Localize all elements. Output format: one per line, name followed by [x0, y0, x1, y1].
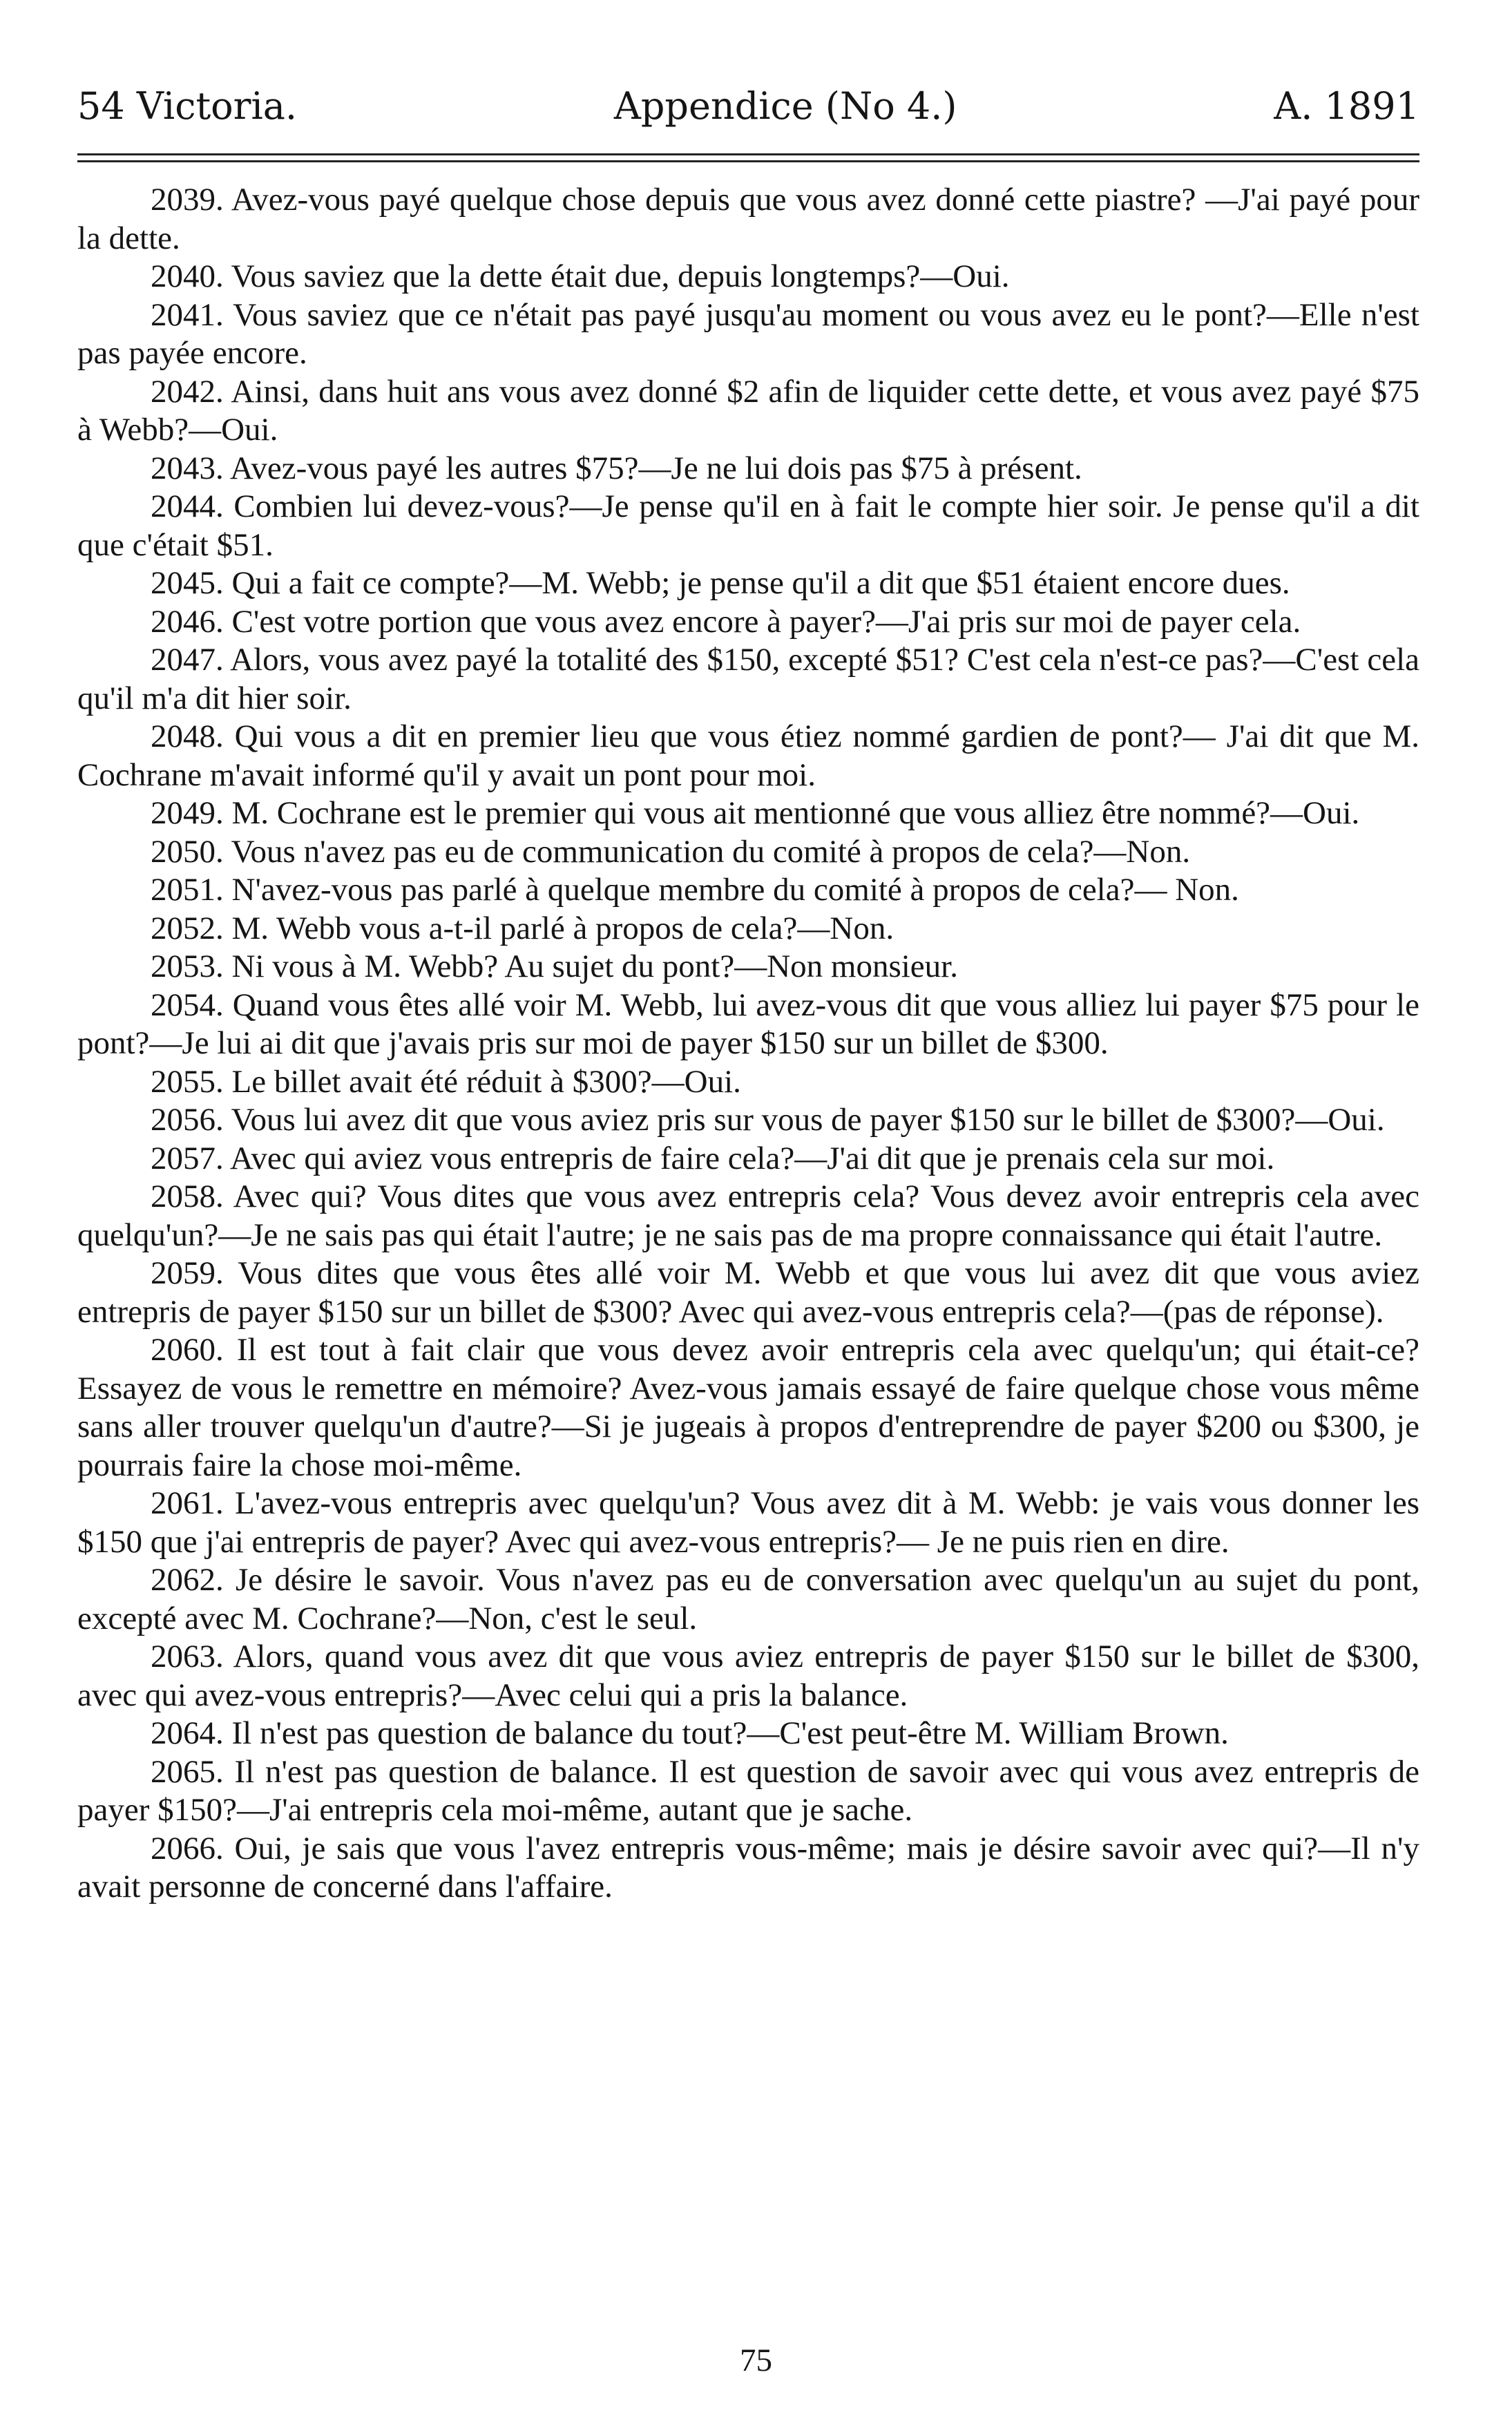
entry-2052: 2052. M. Webb vous a-t-il parlé à propos de cela?—Non.: [151, 910, 894, 946]
entry-2063: 2063. Alors, quand vous avez dit que vous aviez entrepris de payer $150 sur le billet de $300, avec qui avez-vous entrepris?—Avec celui qui a pris la balance.: [77, 1639, 1419, 1713]
entry-2048: 2048. Qui vous a dit en premier lieu que vous étiez nommé gardien de pont?— J'ai dit que M. Cochrane m'avait informé qu'il y avait un pont pour moi.: [77, 718, 1419, 793]
header-center: Appendice (No 4.): [613, 84, 957, 128]
entry-2046: 2046. C'est votre portion que vous avez encore à payer?—J'ai pris sur moi de payer cela.: [151, 603, 1301, 640]
entry-2039: 2039. Avez-vous payé quelque chose depuis que vous avez donné cette piastre? —J'ai payé pour la dette.: [77, 182, 1419, 256]
entry-2044: 2044. Combien lui devez-vous?—Je pense qu'il en à fait le compte hier soir. Je pense qu'il a dit que c'était $51.: [77, 488, 1419, 563]
entry-2054: 2054. Quand vous êtes allé voir M. Webb, lui avez-vous dit que vous alliez lui payer $75 pour le pont?—Je lui ai dit que j'avais pris sur moi de payer $150 sur un billet de $300.: [77, 986, 1419, 1061]
entry-2051: 2051. N'avez-vous pas parlé à quelque membre du comité à propos de cela?— Non.: [151, 872, 1239, 908]
entry-2041: 2041. Vous saviez que ce n'était pas payé jusqu'au moment ou vous avez eu le pont?—Elle n'est pas payée encore.: [77, 296, 1419, 371]
entry-2042: 2042. Ainsi, dans huit ans vous avez donné $2 afin de liquider cette dette, et vous avez payé $75 à Webb?—Oui.: [77, 373, 1419, 448]
entry-2056: 2056. Vous lui avez dit que vous aviez pris sur vous de payer $150 sur le billet de $300?—Oui.: [151, 1102, 1385, 1138]
entry-2055: 2055. Le billet avait été réduit à $300?—Oui.: [151, 1063, 741, 1100]
page-header: [77, 82, 1419, 130]
page-number: 75: [740, 2342, 772, 2378]
header-rule-top: [77, 153, 1419, 155]
entry-2066: 2066. Oui, je sais que vous l'avez entrepris vous-même; mais je désire savoir avec qui?—Il n'y avait personne de concerné dans l'affaire.: [77, 1830, 1419, 1905]
entry-2062: 2062. Je désire le savoir. Vous n'avez pas eu de conversation avec quelqu'un au sujet du pont, excepté avec M. Cochrane?—Non, c'est le seul.: [77, 1562, 1419, 1636]
header-rule-bottom: [77, 160, 1419, 162]
header-right: A. 1891: [1274, 84, 1419, 128]
entry-2057: 2057. Avec qui aviez vous entrepris de faire cela?—J'ai dit que je prenais cela sur moi.: [151, 1140, 1275, 1176]
entry-2060: 2060. Il est tout à fait clair que vous devez avoir entrepris cela avec quelqu'un; qui était-ce? Essayez de vous le remettre en mémoire? Avez-vous jamais essayé de faire quelque chose vous même sans aller trouver quelqu'un d'autre?—Si je jugeais à propos d'entreprendre de payer $200 ou $300, je pourrais faire la chose moi-même.: [77, 1332, 1419, 1483]
entry-2047: 2047. Alors, vous avez payé la totalité des $150, excepté $51? C'est cela n'est-ce pas?—C'est cela qu'il m'a dit hier soir.: [77, 642, 1419, 716]
entry-2065: 2065. Il n'est pas question de balance. Il est question de savoir avec qui vous avez entrepris de payer $150?—J'ai entrepris cela moi-même, autant que je sache.: [77, 1753, 1419, 1828]
entry-2064: 2064. Il n'est pas question de balance du tout?—C'est peut-être M. William Brown.: [151, 1715, 1229, 1751]
header-left: 54 Victoria.: [77, 84, 298, 128]
testimony-body: [77, 181, 1419, 1907]
entry-2043: 2043. Avez-vous payé les autres $75?—Je ne lui dois pas $75 à présent.: [151, 450, 1082, 486]
entry-2061: 2061. L'avez-vous entrepris avec quelqu'un? Vous avez dit à M. Webb: je vais vous donner les $150 que j'ai entrepris de payer? Avec qui avez-vous entrepris?— Je ne puis rien en dire.: [77, 1485, 1419, 1560]
entry-2059: 2059. Vous dites que vous êtes allé voir M. Webb et que vous lui avez dit que vous aviez entrepris de payer $150 sur un billet de $300? Avec qui avez-vous entrepris cela?—(pas de réponse).: [77, 1255, 1419, 1330]
entry-2040: 2040. Vous saviez que la dette était due, depuis longtemps?—Oui.: [151, 258, 1010, 294]
entry-2050: 2050. Vous n'avez pas eu de communication du comité à propos de cela?—Non.: [151, 833, 1191, 870]
entry-2045: 2045. Qui a fait ce compte?—M. Webb; je pense qu'il a dit que $51 étaient encore dues.: [151, 565, 1290, 601]
entry-2058: 2058. Avec qui? Vous dites que vous avez entrepris cela? Vous devez avoir entrepris cela avec quelqu'un?—Je ne sais pas qui était l'autre; je ne sais pas de ma propre connaissance qui était l'autre.: [77, 1178, 1419, 1253]
entry-2049: 2049. M. Cochrane est le premier qui vous ait mentionné que vous alliez être nommé?—Oui.: [151, 795, 1360, 831]
entry-2053: 2053. Ni vous à M. Webb? Au sujet du pont?—Non monsieur.: [151, 948, 958, 984]
